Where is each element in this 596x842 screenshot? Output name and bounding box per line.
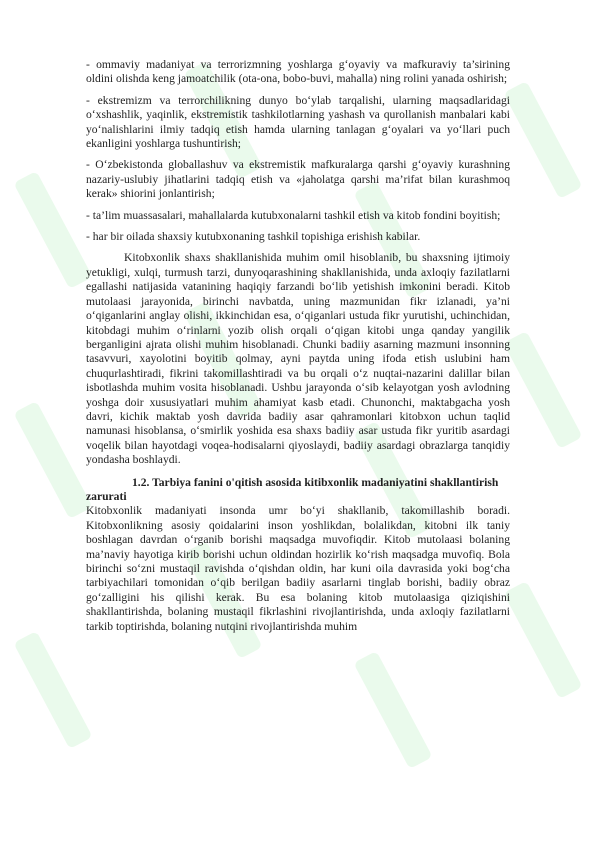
watermark-mark: [503, 331, 582, 449]
watermark-mark: [353, 651, 432, 769]
bullet-paragraph: - ekstremizm va terrorchilikning dunyo bo‘ylab tarqalishi, ularning maqsadlaridagi o‘xshashlik, yaqinlik, ekstremistik tashkilotlarning yashash va qurollanish manbalari kabi yo‘nalishlarini ilmiy tadqiq etish hamda ularning tanlagan g‘oyalari va yo‘llari puch ekanligini yoshlarga tushuntirish;: [86, 93, 510, 151]
bullet-paragraph: - har bir oilada shaxsiy kutubxonaning tashkil topishiga erishish kabilar.: [86, 230, 421, 244]
bullet-paragraph: - ta’lim muassasalari, mahallalarda kutubxonalarni tashkil etish va kitob fondini boyitish;: [86, 208, 501, 222]
bullet-paragraph: - ommaviy madaniyat va terrorizmning yoshlarga g‘oyaviy va mafkuraviy ta’sirining oldini olishda keng jamoatchilik (ota-ona, bobo-buvi, mahalla) ning rolini yanada oshirish;: [86, 58, 510, 86]
main-paragraph: Kitobxonlik shaxs shakllanishida muhim omil hisoblanib, bu shaxsning ijtimoiy yetukligi, xulqi, turmush tarzi, dunyoqarashining shakllanishida, unda axloqiy fazilatlarni egallashi natijasida vatanining haqiqiy farzandi bo‘lib yetishish imkonini beradi. Kitob mutolaasi jarayonida, birinchi navbatda, uning mazmunidan fikr izlanadi, ya’ni o‘qiganlarini anglay olishi, ikkinchidan esa, o‘qiganlari ustuda fikr yurutishi, uchinchidan, kitobdagi muhim o‘rinlarni yozib olish orqali o‘qigan kitobi unga qanday yangilik berganligini ajrata olishi muhim hisoblanadi. Chunki badiiy asarning mazmuni insonning tasavvuri, xayolotini boyitib qolmay, ayni paytda uning ifoda etish uslubini ham chuqurlashtiradi, fikrini takomillashtiradi va bu orqali o‘z nuqtai-nazarini dalillar bilan isbotlashda muhim vosita hisoblanadi. Ushbu jarayonda o‘sib kelayotgan yosh avlodning yoshga doir xususiyatlari muhim ahamiyat kasb etadi. Chunonchi, maktabgacha yosh davri, kichik maktab yosh davrida badiiy asar qahramonlari kitobxon uchun taqlid namunasi hisoblansa, o‘smirlik yoshida esa shaxs badiiy asar ustuda fikr yuritib asardagi voqelik bilan hayotdagi voqea-hodisalarni qiyoslaydi, badiiy asardagi obrazlarga tanqidiy yondasha boshlaydi.: [86, 251, 510, 467]
watermark-mark: [13, 401, 92, 519]
bullet-paragraph: - O‘zbekistonda globallashuv va ekstremistik mafkuralarga qarshi g‘oyaviy kurashning nazariy-uslubiy jihatlarini tadqiq etish va «jaholatga qarshi ma’rifat bilan kurashmoq kerak» shiorini jonlantirish;: [86, 158, 510, 201]
watermark-mark: [13, 171, 92, 289]
document-body: [86, 58, 510, 641]
watermark-mark: [13, 631, 92, 749]
section-paragraph: Kitobxonlik madaniyati insonda umr bo‘yi shakllanib, takomillashib boradi. Kitobxonlikning asosiy qoidalarini inson yoshlikdan, bolalikdan, kitobni ilk taniy boshlagan davrdan o‘rganib borishi maqsadga muvofiqdir. Kitob mutolaasi bolaning ma’naviy hayotiga kirib borishi uchun oldindan hozirlik ko‘rish maqsadga muvofiq. Bola birinchi so‘zni mustaqil ravishda o‘qishdan oldin, har kuni oila davrasida yoki bog‘cha tarbiyachilari tomonidan o‘qib berilgan badiiy asarlarni tinglab borishi, badiiy obraz go‘zalligini his qilishi kerak. Bu esa bolaning kitob mutolaasiga qiziqishini shakllantirishda, bolaning mustaqil fikrlashini rivojlantirishda, unda axloqiy fazilatlarni tarkib toptirishda, bolaning nutqini rivojlantirishda muhim: [86, 504, 510, 633]
section-heading: 1.2. Tarbiya fanini o'qitish asosida kitibxonlik madaniyatini shakllantirish zarurati: [86, 475, 499, 503]
watermark-mark: [503, 81, 582, 199]
watermark-mark: [503, 581, 582, 699]
